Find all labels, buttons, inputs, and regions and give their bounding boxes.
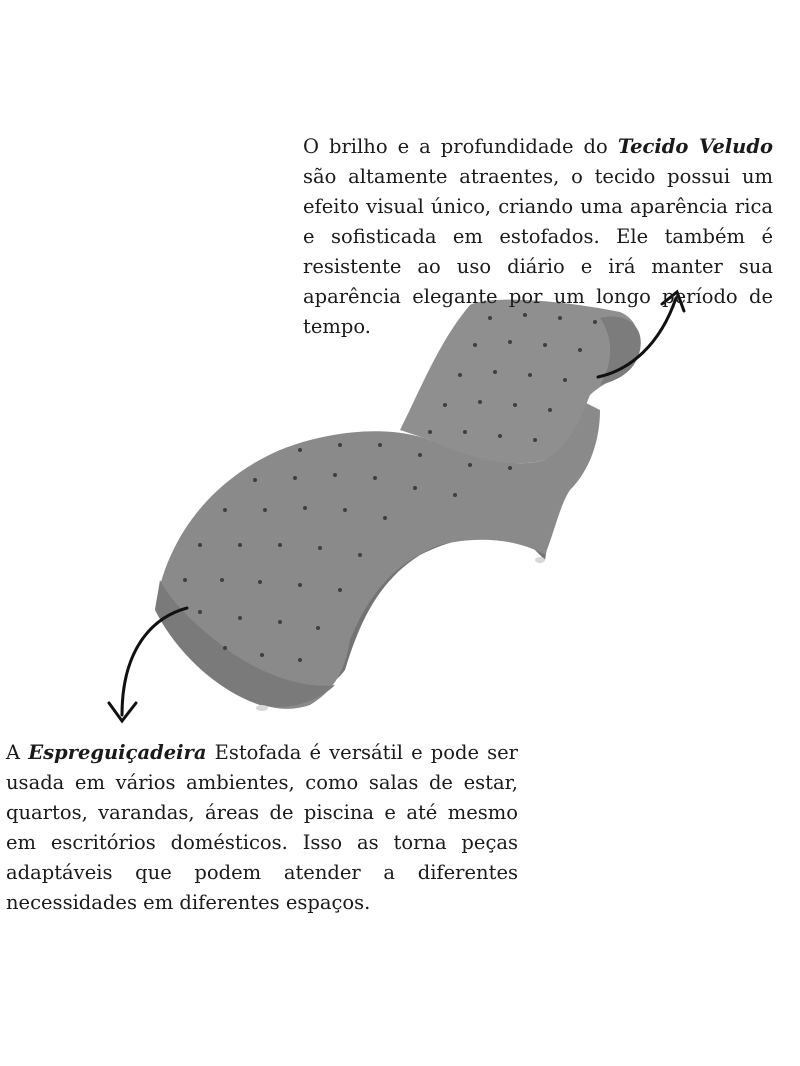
velvet-text-start: O brilho e a profundidade do — [303, 135, 618, 158]
velvet-text-end: são altamente atraentes, o tecido possui um efeito visual único, criando uma aparência rica e sofisticada em estofados. Ele também é resistente ao uso diário e irá manter sua aparência elegante por um longo período de tempo. — [303, 165, 773, 338]
velvet-fabric-description — [303, 132, 773, 342]
chaise-foot-front — [256, 705, 268, 711]
chaise-text-end: Estofada é versátil e pode ser usada em vários ambientes, como salas de estar, quartos, varandas, áreas de piscina e até mesmo em escritórios domésticos. Isso as torna peças adaptáveis que podem atender a diferentes necessidades em diferentes espaços. — [6, 741, 519, 914]
chaise-versatility-description — [6, 738, 518, 918]
velvet-text-emphasis: Tecido Veludo — [617, 135, 773, 158]
chaise-text-start: A — [6, 741, 29, 764]
chaise-text-emphasis: Espreguiçadeira — [28, 741, 207, 764]
chaise-foot-back — [535, 557, 545, 563]
